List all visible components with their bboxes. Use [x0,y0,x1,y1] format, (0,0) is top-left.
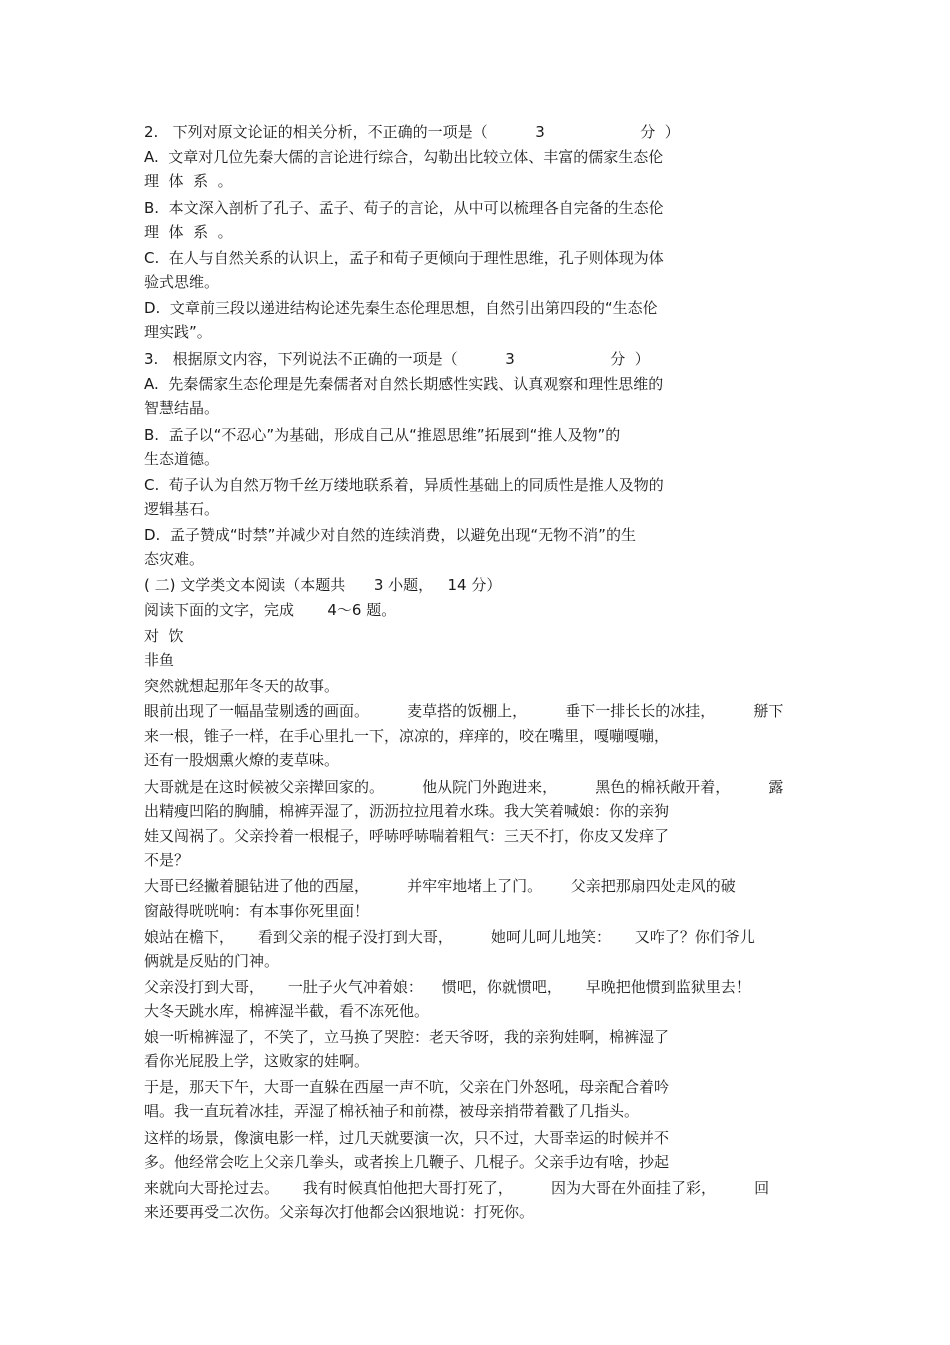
text-line: 理 体 系 。 [144,223,233,241]
text-line: 父亲没打到大哥， 一肚子火气冲着娘： 惯吧，你就惯吧， 早晚把他惯到监狱里去！ [144,978,751,996]
text-line: 验式思维。 [144,273,220,291]
text-line: 大冬天跳水库，棉裤湿半截，看不冻死他。 [144,1002,430,1020]
text-line: 对 饮 [144,627,184,645]
text-line: 出精瘦凹陷的胸脯，棉裤弄湿了，沥沥拉拉甩着水珠。我大笑着喊娘：你的亲狗 [144,802,670,820]
text-line: A. 先秦儒家生态伦理是先秦儒者对自然长期感性实践、认真观察和理性思维的 [144,375,664,393]
text-line: 理实践”。 [144,323,212,341]
text-line: 于是，那天下午，大哥一直躲在西屋一声不吭，父亲在门外怒吼，母亲配合着吟 [144,1078,670,1096]
text-line: 来一根，锥子一样，在手心里扎一下，凉凉的，痒痒的，咬在嘴里，嘎嘣嘎嘣， [144,727,670,745]
text-line: 还有一股烟熏火燎的麦草味。 [144,751,340,769]
text-line: 理 体 系 。 [144,172,233,190]
text-line: 娘一听棉裤湿了，不笑了，立马换了哭腔：老天爷呀，我的亲狗娃啊，棉裤湿了 [144,1028,670,1046]
text-line: 看你光屁股上学，这败家的娃啊。 [144,1052,370,1070]
text-line: 娃又闯祸了。父亲拎着一根棍子，呼哧呼哧喘着粗气：三天不打，你皮又发痒了 [144,827,670,845]
text-line: 唱。我一直玩着冰挂，弄湿了棉袄袖子和前襟，被母亲捎带着戳了几指头。 [144,1102,640,1120]
text-line: 智慧结晶。 [144,399,220,417]
text-line: 大哥就是在这时候被父亲撵回家的。 他从院门外跑进来， 黑色的棉袄敞开着， 露 [144,778,784,796]
text-line: 眼前出现了一幅晶莹剔透的画面。 麦草搭的饭棚上， 垂下一排长长的冰挂， 掰下 [144,702,784,720]
text-line: 不是？ [144,851,190,869]
text-line: 非鱼 [144,651,175,669]
text-line: 来就向大哥抡过去。 我有时候真怕他把大哥打死了， 因为大哥在外面挂了彩， 回 [144,1179,770,1197]
text-line: C. 荀子认为自然万物千丝万缕地联系着，异质性基础上的同质性是推人及物的 [144,476,664,494]
text-line: 这样的场景，像演电影一样，过几天就要演一次，只不过，大哥幸运的时候并不 [144,1129,670,1147]
text-line: 俩就是反贴的门神。 [144,952,280,970]
text-line: A. 文章对几位先秦大儒的言论进行综合，勾勒出比较立体、丰富的儒家生态伦 [144,148,664,166]
text-line: 突然就想起那年冬天的故事。 [144,677,340,695]
text-line: B. 本文深入剖析了孔子、孟子、荀子的言论，从中可以梳理各自完备的生态伦 [144,199,664,217]
text-line: D. 文章前三段以递进结构论述先秦生态伦理思想，自然引出第四段的“生态伦 [144,299,658,317]
text-line: 阅读下面的文字，完成 4～6 题。 [144,601,397,619]
text-line: C. 在人与自然关系的认识上，孟子和荀子更倾向于理性思维，孔子则体现为体 [144,249,664,267]
text-line: 2. 下列对原文论证的相关分析，不正确的一项是（ 3 分 ） [144,123,680,141]
text-line: 生态道德。 [144,450,220,468]
text-line: ( 二) 文学类文本阅读（本题共 3 小题， 14 分） [144,576,502,594]
text-line: 逻辑基石。 [144,500,220,518]
text-line: 态灾难。 [144,550,205,568]
text-line: B. 孟子以“不忍心”为基础，形成自己从“推恩思维”拓展到“推人及物”的 [144,426,621,444]
text-line: 3. 根据原文内容，下列说法不正确的一项是（ 3 分 ） [144,350,650,368]
text-line: 来还要再受二次伤。父亲每次打他都会凶狠地说：打死你。 [144,1203,535,1221]
text-line: 娘站在檐下， 看到父亲的棍子没打到大哥， 她呵儿呵儿地笑： 又咋了？你们爷儿 [144,928,755,946]
text-line: 窗敲得咣咣响：有本事你死里面！ [144,902,370,920]
text-line: D. 孟子赞成“时禁”并减少对自然的连续消费，以避免出现“无物不消”的生 [144,526,636,544]
text-line: 大哥已经撇着腿钻进了他的西屋， 并牢牢地堵上了门。 父亲把那扇四处走风的破 [144,877,736,895]
text-line: 多。他经常会吃上父亲几拳头，或者挨上几鞭子、几棍子。父亲手边有啥，抄起 [144,1153,670,1171]
